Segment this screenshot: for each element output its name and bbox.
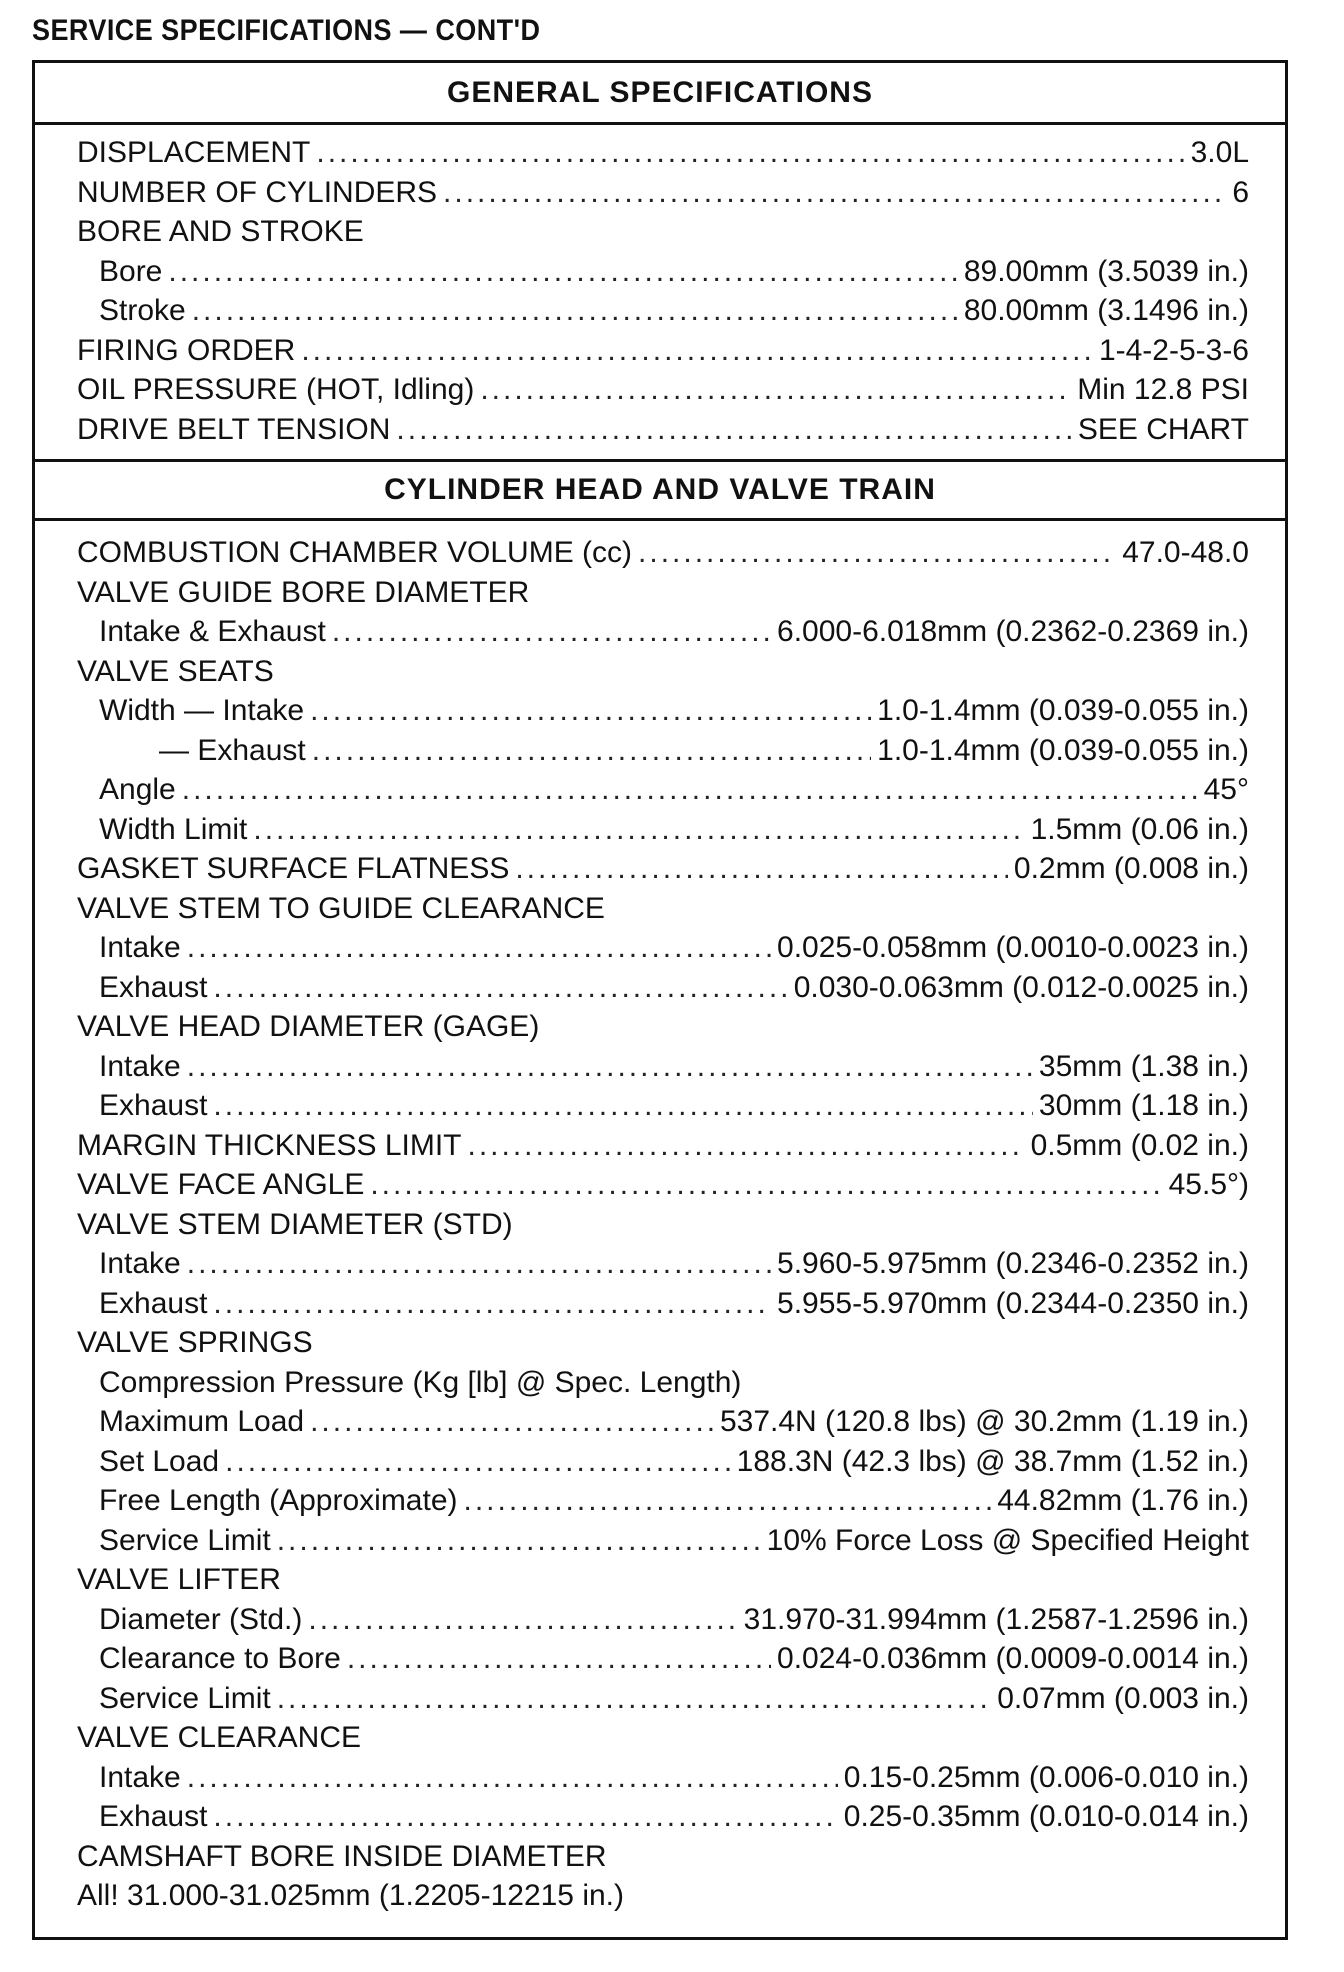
spec-row: — Exhaust ..... 1.0-1.4mm (0.039-0.055 in.) [77,731,1249,771]
spec-row: Diameter (Std.) ..... 31.970-31.994mm (1.2587-1.2596 in.) [77,1600,1249,1640]
spec-row: CAMSHAFT BORE INSIDE DIAMETER [77,1839,607,1873]
spec-row: Compression Pressure (Kg [lb] @ Spec. Length) [99,1365,742,1399]
spec-row: Intake ..... 0.15-0.25mm (0.006-0.010 in.) [77,1758,1249,1798]
spec-row: VALVE FACE ANGLE ..... 45.5°) [77,1165,1249,1205]
spec-row: FIRING ORDER ..... 1-4-2-5-3-6 [77,331,1249,371]
spec-row: DISPLACEMENT ..... 3.0L [77,133,1249,173]
spec-row: COMBUSTION CHAMBER VOLUME (cc) ..... 47.0-48.0 [77,533,1249,573]
general-specs-list [77,133,1249,449]
spec-row: VALVE SEATS [77,654,274,688]
spec-row: Intake & Exhaust ..... 6.000-6.018mm (0.2362-0.2369 in.) [77,612,1249,652]
spec-row: DRIVE BELT TENSION ..... SEE CHART [77,410,1249,450]
spec-row: MARGIN THICKNESS LIMIT ..... 0.5mm (0.02 in.) [77,1126,1249,1166]
spec-table [32,60,1288,1940]
spec-row: Intake ..... 35mm (1.38 in.) [77,1047,1249,1087]
spec-row: VALVE LIFTER [77,1563,281,1596]
general-specs-header: GENERAL SPECIFICATIONS [35,63,1285,125]
spec-row: Width — Intake ..... 1.0-1.4mm (0.039-0.055 in.) [77,691,1249,731]
spec-row: Angle ..... 45° [77,770,1249,810]
page-title: SERVICE SPECIFICATIONS — CONT'D [32,14,541,47]
cylinder-head-header: CYLINDER HEAD AND VALVE TRAIN [35,459,1285,521]
spec-row: NUMBER OF CYLINDERS ..... 6 [77,173,1249,213]
spec-row: Intake ..... 0.025-0.058mm (0.0010-0.0023 in.) [77,928,1249,968]
spec-row: Stroke ..... 80.00mm (3.1496 in.) [77,291,1249,331]
spec-row: VALVE SPRINGS [77,1326,313,1359]
spec-row: OIL PRESSURE (HOT, Idling) ..... Min 12.8 PSI [77,370,1249,410]
spec-row: Bore ..... 89.00mm (3.5039 in.) [77,252,1249,292]
spec-row: Exhaust ..... 0.25-0.35mm (0.010-0.014 in.) [77,1797,1249,1837]
spec-row: Intake ..... 5.960-5.975mm (0.2346-0.2352 in.) [77,1244,1249,1284]
spec-row: Width Limit ..... 1.5mm (0.06 in.) [77,810,1249,850]
spec-row: Set Load ..... 188.3N (42.3 lbs) @ 38.7mm (1.52 in.) [77,1442,1249,1482]
spec-row: Maximum Load ..... 537.4N (120.8 lbs) @ 30.2mm (1.19 in.) [77,1402,1249,1442]
spec-row: VALVE GUIDE BORE DIAMETER [77,575,530,609]
spec-row: Service Limit ..... 10% Force Loss @ Specified Height [77,1521,1249,1561]
spec-row: Exhaust ..... 5.955-5.970mm (0.2344-0.2350 in.) [77,1284,1249,1324]
spec-row: Service Limit ..... 0.07mm (0.003 in.) [77,1679,1249,1719]
spec-row: VALVE HEAD DIAMETER (GAGE) [77,1010,540,1043]
cylinder-head-list [77,533,1249,1916]
spec-row: GASKET SURFACE FLATNESS ..... 0.2mm (0.008 in.) [77,849,1249,889]
spec-row: BORE AND STROKE [77,215,364,248]
spec-row: VALVE CLEARANCE [77,1721,361,1754]
spec-row: VALVE STEM TO GUIDE CLEARANCE [77,891,605,925]
spec-row: Clearance to Bore ..... 0.024-0.036mm (0.0009-0.0014 in.) [77,1639,1249,1679]
spec-row: Exhaust ..... 0.030-0.063mm (0.012-0.0025 in.) [77,968,1249,1008]
spec-row: All! 31.000-31.025mm (1.2205-12215 in.) [77,1879,625,1912]
spec-row: Free Length (Approximate) ..... 44.82mm (1.76 in.) [77,1481,1249,1521]
spec-row: Exhaust ..... 30mm (1.18 in.) [77,1086,1249,1126]
spec-row: VALVE STEM DIAMETER (STD) [77,1207,513,1241]
